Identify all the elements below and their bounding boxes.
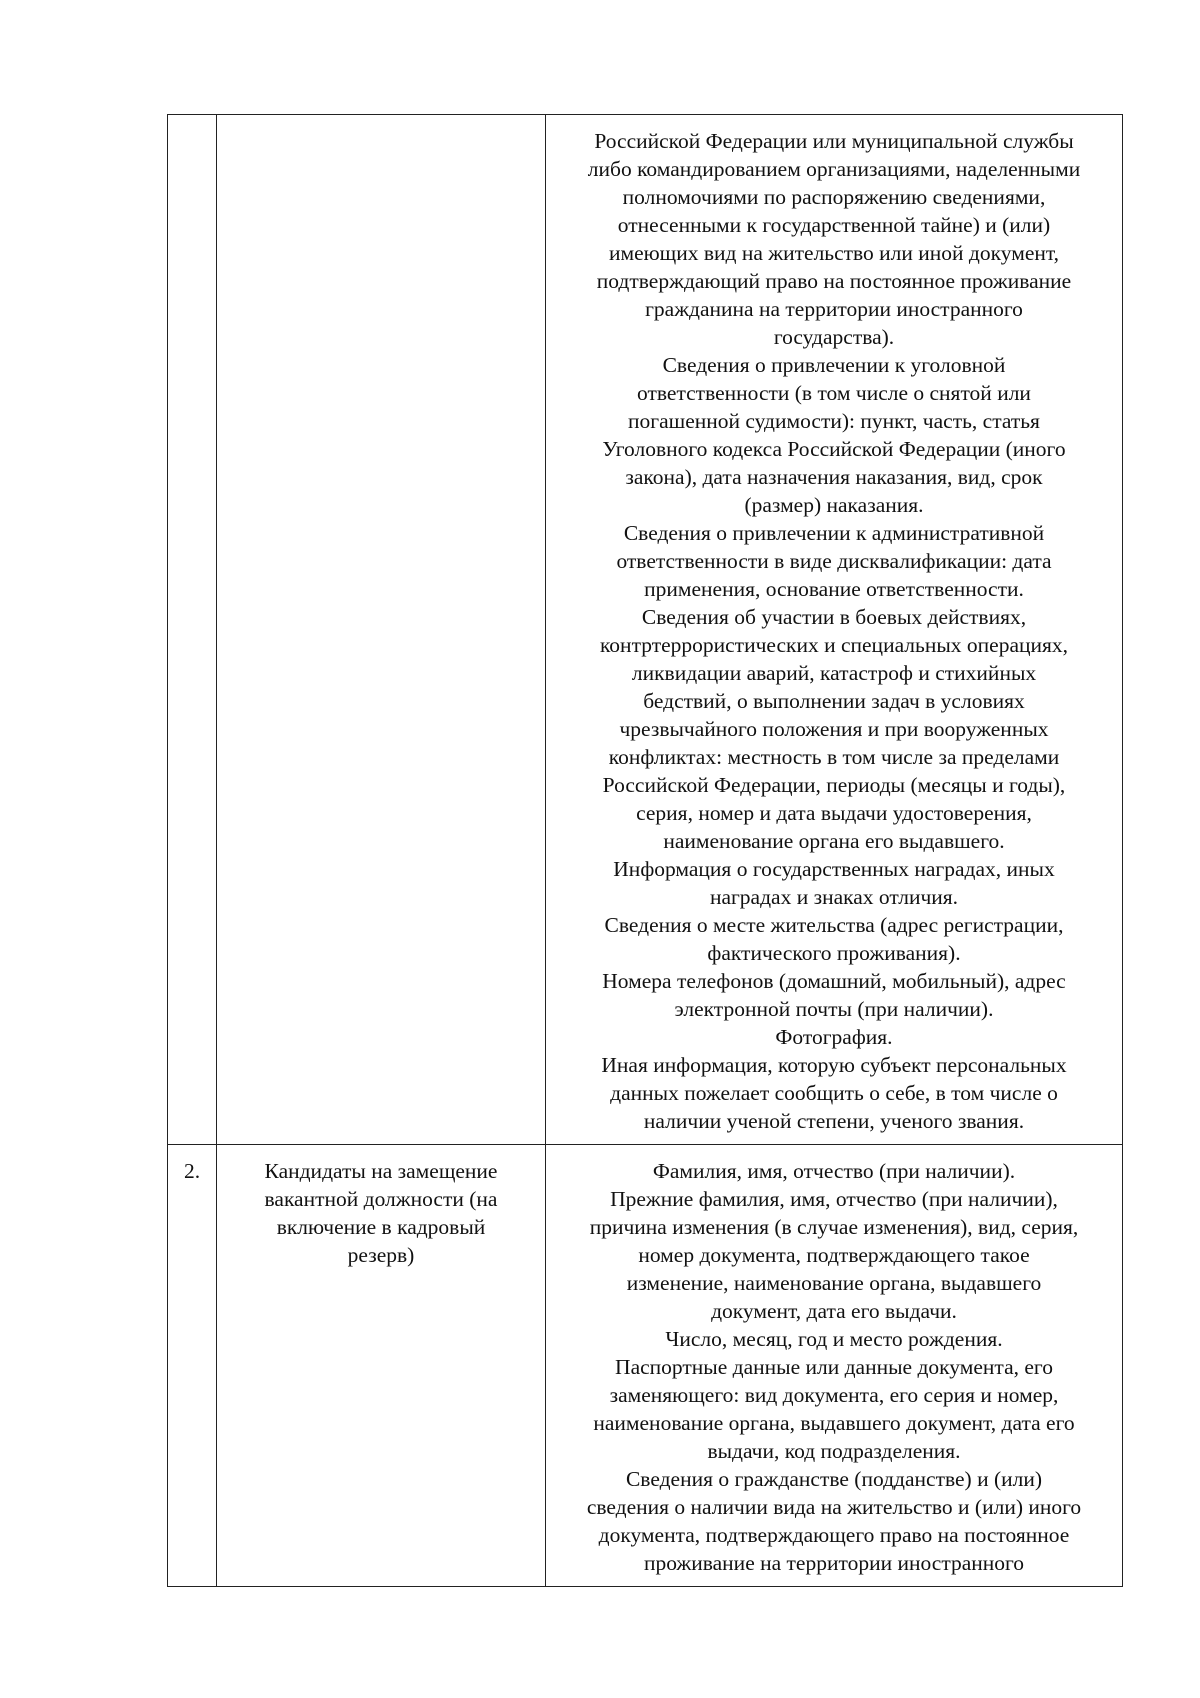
data-cell <box>546 115 1123 1145</box>
text-line: чрезвычайного положения и при вооруженных <box>619 717 1049 741</box>
text-line: Фамилия, имя, отчество (при наличии). <box>652 1159 1016 1183</box>
text-line: Число, месяц, год и место рождения. <box>665 1327 1003 1351</box>
text-line: государства). <box>773 325 895 349</box>
text-line: резерв) <box>347 1243 415 1267</box>
text-line: выдачи, код подразделения. <box>707 1439 961 1463</box>
text-line: гражданина на территории иностранного <box>645 297 1023 321</box>
text-line: бедствий, о выполнении задач в условиях <box>643 689 1025 713</box>
text-line: серия, номер и дата выдачи удостоверения, <box>636 801 1032 825</box>
text-line: ответственности (в том числе о снятой или <box>637 381 1031 405</box>
table-row <box>168 115 1123 1145</box>
text-line: данных пожелает сообщить о себе, в том числе о <box>610 1081 1058 1105</box>
text-line: закона), дата назначения наказания, вид, срок <box>625 465 1043 489</box>
text-line: Сведения о месте жительства (адрес регистрации, <box>604 913 1064 937</box>
text-line: фактического проживания). <box>707 941 961 965</box>
text-line: подтверждающий право на постоянное проживание <box>596 269 1072 293</box>
text-line: Иная информация, которую субъект персональных <box>601 1053 1067 1077</box>
text-line: включение в кадровый <box>276 1215 486 1239</box>
text-line: Паспортные данные или данные документа, его <box>615 1355 1053 1379</box>
text-line: ответственности в виде дисквалификации: дата <box>616 549 1052 573</box>
text-line: наименование органа его выдавшего. <box>663 829 1005 853</box>
text-line: электронной почты (при наличии). <box>674 997 994 1021</box>
text-line: отнесенными к государственной тайне) и (или) <box>617 213 1051 237</box>
text-line: Российской Федерации или муниципальной службы <box>594 129 1074 153</box>
row-number-cell <box>168 115 217 1145</box>
text-line: применения, основание ответственности. <box>644 577 1024 601</box>
text-line: контртеррористических и специальных операциях, <box>599 633 1069 657</box>
row-number-cell <box>168 1145 217 1587</box>
text-line: имеющих вид на жительство или иной документ, <box>608 241 1060 265</box>
category-cell <box>217 115 546 1145</box>
text-line: полномочиями по распоряжению сведениями, <box>622 185 1046 209</box>
text-line: Сведения о привлечении к административной <box>623 521 1045 545</box>
text-line: Информация о государственных наградах, иных <box>613 857 1055 881</box>
text-line: документ, дата его выдачи. <box>711 1299 957 1323</box>
text-line: номер документа, подтверждающего такое <box>638 1243 1030 1267</box>
text-line: Сведения о гражданстве (подданстве) и (или) <box>625 1467 1043 1491</box>
text-line: заменяющего: вид документа, его серия и номер, <box>609 1383 1059 1407</box>
text-line: Сведения о привлечении к уголовной <box>662 353 1006 377</box>
table-row <box>168 1145 1123 1587</box>
text-line: проживание на территории иностранного <box>643 1551 1025 1575</box>
text-line: Номера телефонов (домашний, мобильный), адрес <box>602 969 1066 993</box>
text-line: либо командированием организациями, наделенными <box>587 157 1081 181</box>
text-line: наградах и знаках отличия. <box>709 885 959 909</box>
text-line: изменение, наименование органа, выдавшего <box>626 1271 1042 1295</box>
text-line: конфликтах: местность в том числе за пределами <box>608 745 1060 769</box>
text-line: Кандидаты на замещение <box>264 1159 498 1183</box>
text-line: (размер) наказания. <box>744 493 924 517</box>
text-line: причина изменения (в случае изменения), вид, серия, <box>589 1215 1079 1239</box>
category-cell <box>217 1145 546 1587</box>
text-line: Уголовного кодекса Российской Федерации (иного <box>602 437 1066 461</box>
text-line: Российской Федерации, периоды (месяцы и годы), <box>602 773 1066 797</box>
text-line: наименование органа, выдавшего документ, дата его <box>593 1411 1075 1435</box>
data-lines <box>554 127 1114 1135</box>
text-line: Фотография. <box>775 1025 893 1049</box>
text-line: Сведения об участии в боевых действиях, <box>641 605 1027 629</box>
personal-data-table <box>167 114 1123 1587</box>
data-lines <box>554 1157 1114 1577</box>
text-line: наличии ученой степени, ученого звания. <box>643 1109 1025 1133</box>
category-lines <box>235 1157 527 1269</box>
row-number: 2. <box>183 1159 201 1183</box>
data-cell <box>546 1145 1123 1587</box>
text-line: погашенной судимости): пункт, часть, статья <box>628 409 1040 433</box>
text-line: ликвидации аварий, катастроф и стихийных <box>631 661 1037 685</box>
text-line: сведения о наличии вида на жительство и (или) иного <box>586 1495 1082 1519</box>
text-line: Прежние фамилия, имя, отчество (при наличии), <box>610 1187 1058 1211</box>
text-line: вакантной должности (на <box>264 1187 498 1211</box>
text-line: документа, подтверждающего право на постоянное <box>598 1523 1070 1547</box>
